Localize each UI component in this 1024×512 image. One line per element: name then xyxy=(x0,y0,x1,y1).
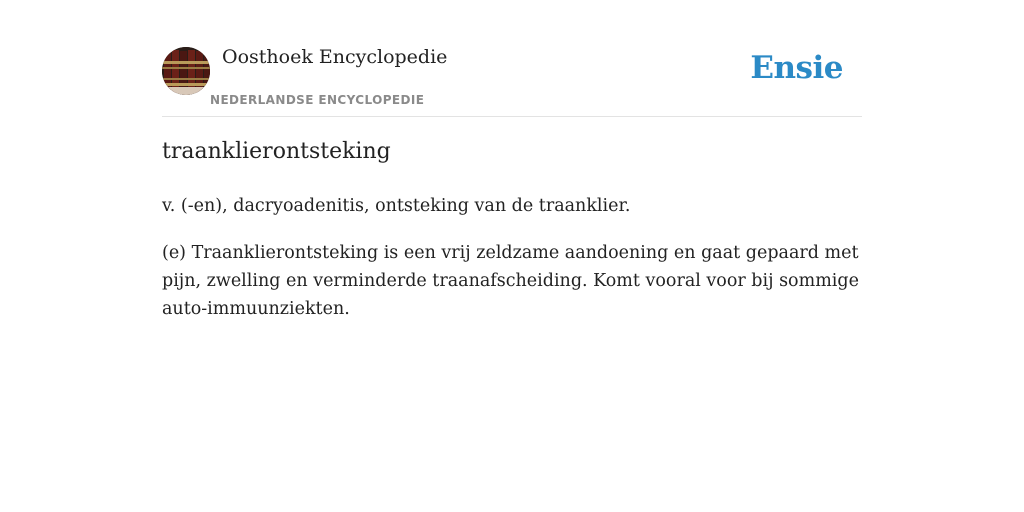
description-paragraph: (e) Traanklierontsteking is een vrij zeldzame aandoening en gaat gepaard met pijn, zwelling en verminderde traanafscheiding. Komt vooral voor bij sommige auto-immuunziekten. xyxy=(162,243,859,319)
page-container xyxy=(162,0,862,319)
site-title-link[interactable]: Oosthoek Encyclopedie xyxy=(222,46,448,68)
site-subtitle: NEDERLANDSE ENCYCLOPEDIE xyxy=(210,93,425,107)
entry-title: traanklierontsteking xyxy=(162,139,391,164)
encyclopedia-books-avatar[interactable] xyxy=(162,47,210,95)
definition-paragraph: v. (-en), dacryoadenitis, ontsteking van de traanklier. xyxy=(162,196,631,216)
header xyxy=(162,0,862,117)
books-icon xyxy=(162,47,210,95)
ensie-brand-logo[interactable]: Ensie xyxy=(750,50,843,86)
